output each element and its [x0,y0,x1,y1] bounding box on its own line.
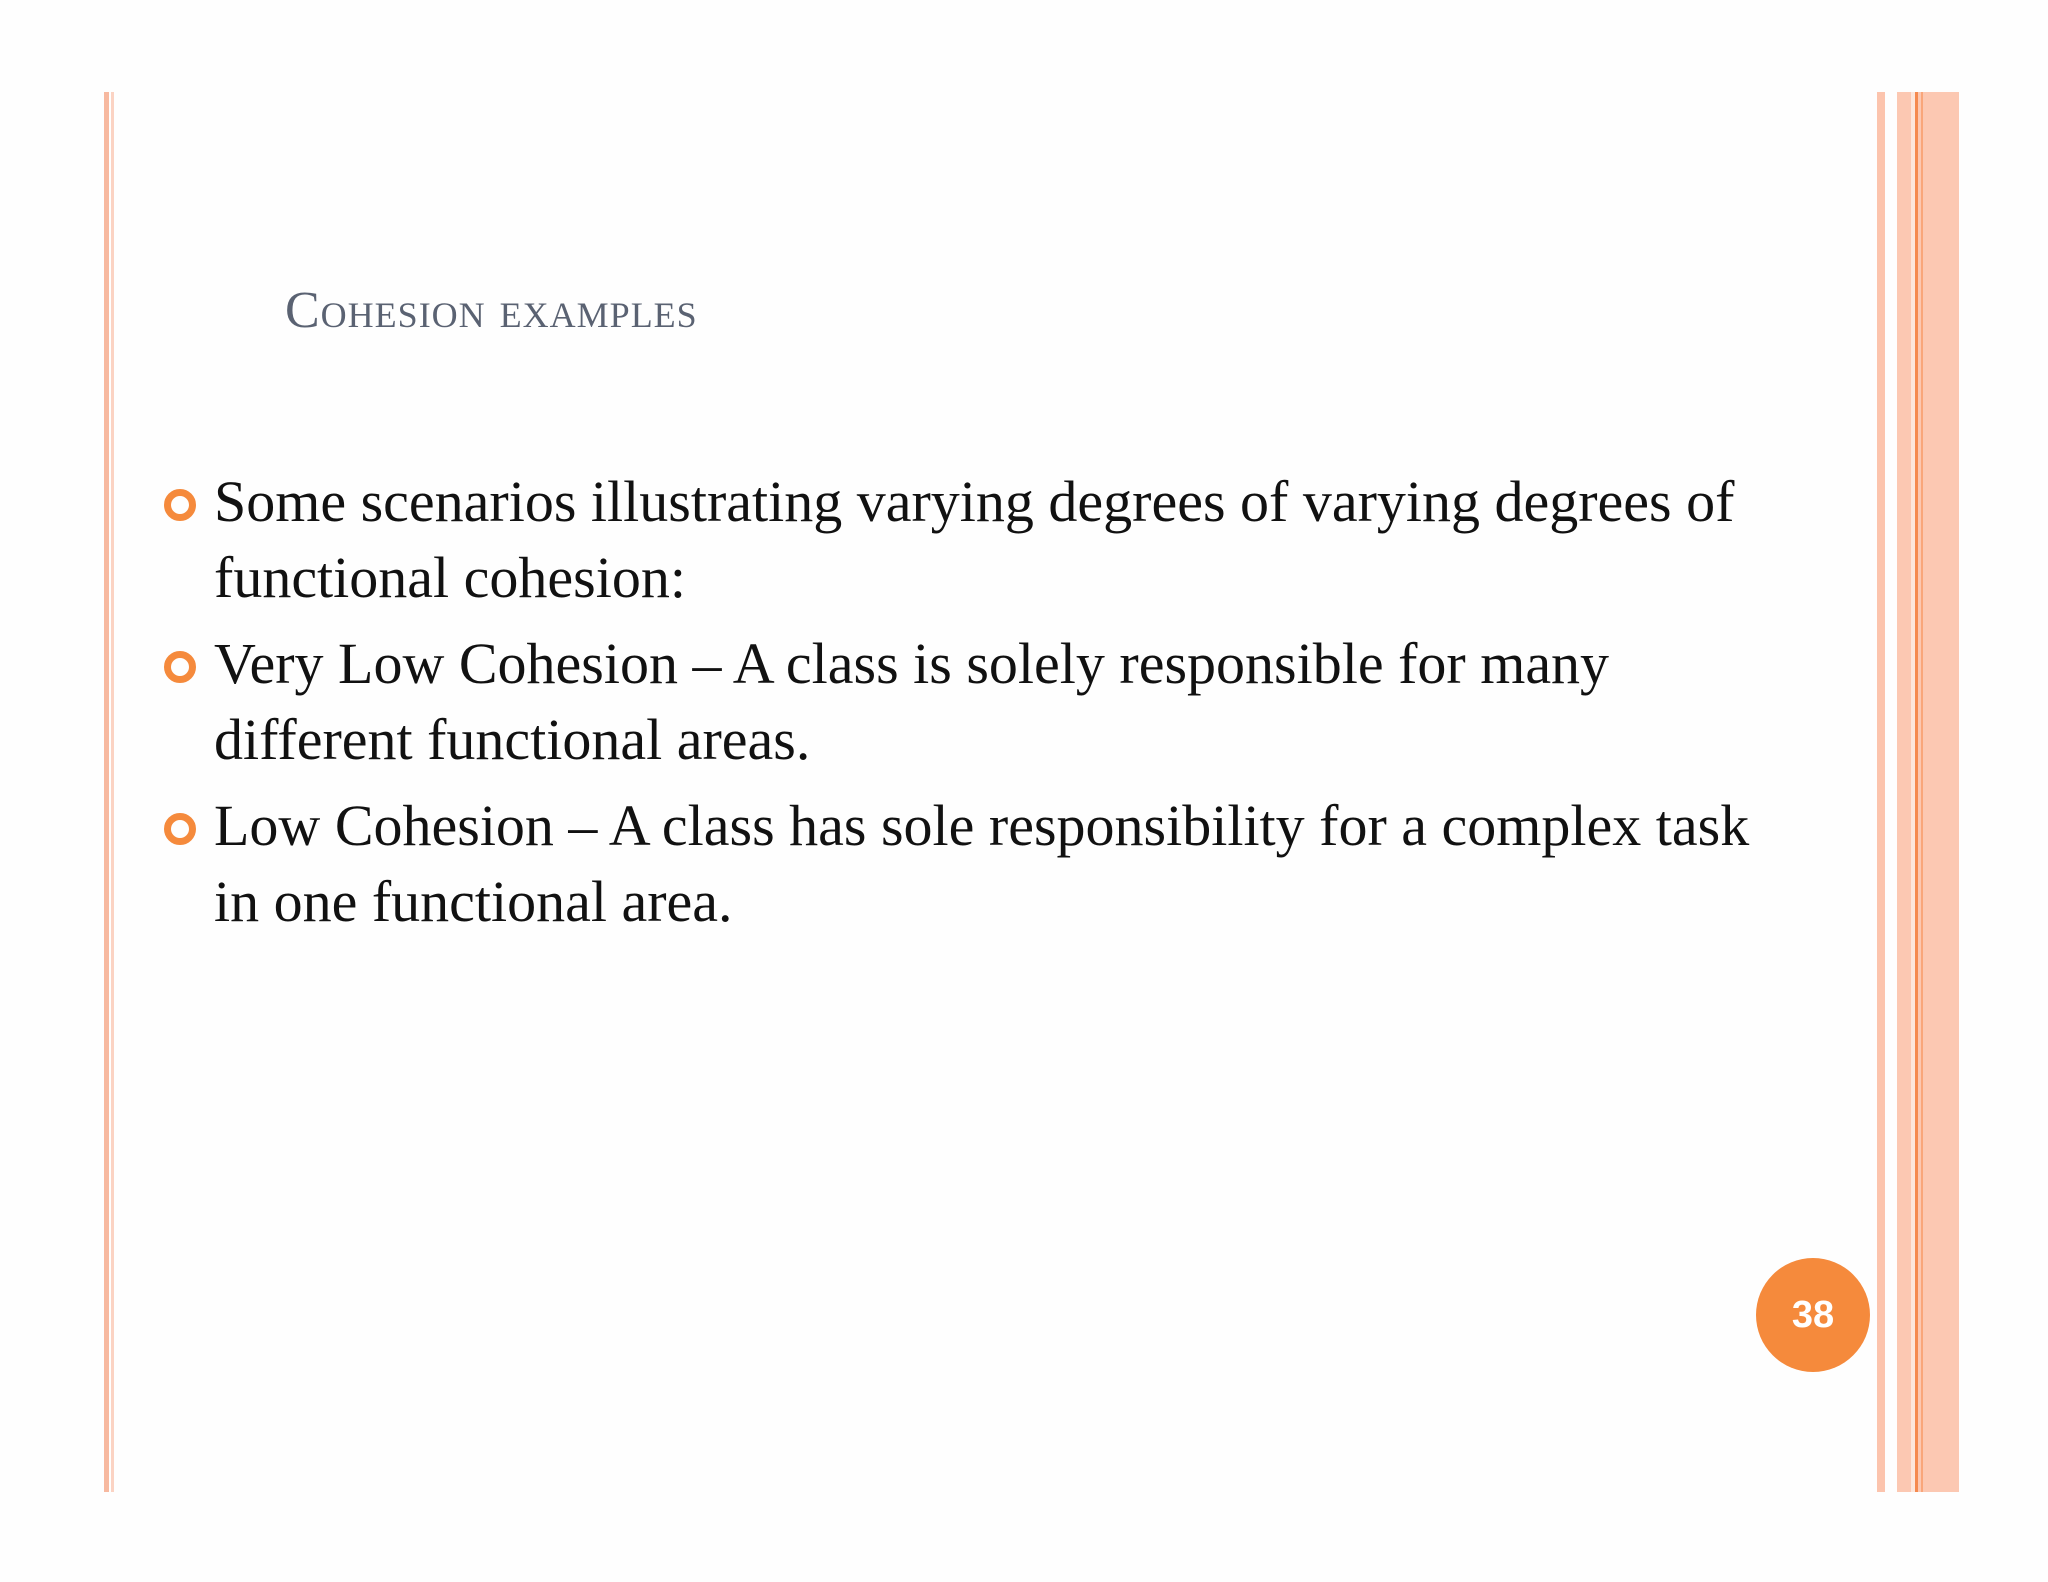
right-decorative-stripe [1877,92,1885,1492]
bullet-text: Very Low Cohesion – A class is solely responsible for many different functional areas. [214,631,1610,772]
bullet-text: Some scenarios illustrating varying degrees of varying degrees of functional cohesion: [214,469,1735,610]
bullet-list [160,464,1800,950]
slide-title: Cohesion examples [285,282,698,339]
bullet-item [160,464,1800,616]
left-decorative-stripe [104,92,109,1492]
bullet-item [160,788,1800,940]
bullet-ring-icon [164,489,196,521]
page-number-badge: 38 [1756,1258,1870,1372]
bullet-ring-icon [164,813,196,845]
right-band-accent-line [1915,92,1918,1492]
right-band-accent-line-secondary [1921,92,1923,1492]
bullet-text: Low Cohesion – A class has sole responsibility for a complex task in one functional area. [214,793,1750,934]
bullet-item [160,626,1800,778]
left-decorative-stripe-inner [111,92,114,1492]
bullet-ring-icon [164,651,196,683]
right-decorative-band [1897,92,1959,1492]
